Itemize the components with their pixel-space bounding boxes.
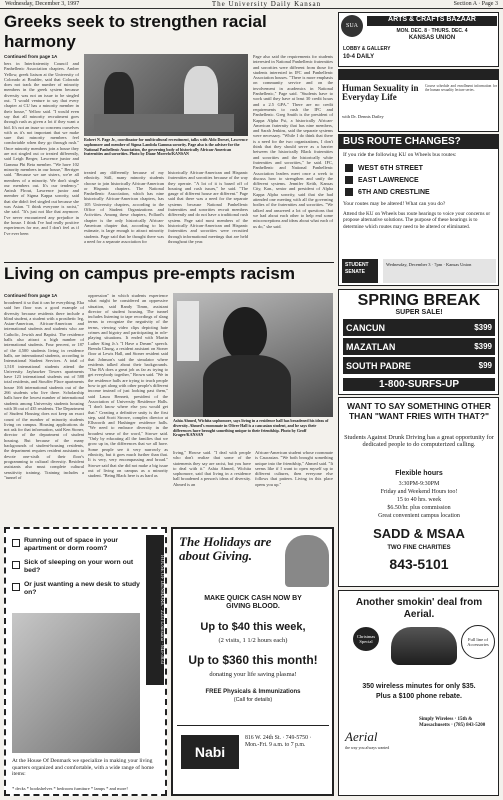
arts-line1: MON. DEC. 8 · THURS. DEC. 4 — [396, 28, 468, 34]
story2-headline: Living on campus pre-empts racism — [4, 264, 295, 283]
sexuality-title: Human Sexuality in Everyday Life — [342, 83, 419, 102]
story2-col2: oppression" in which students experience what might be considered an oppressive situation, said Randy Timm, assistant director of student housing. The tunnel includes listening to tape recordings of slang terms to recognize the negativity of the terms, viewing video clips depicting hate crimes and bigotry and participating in role-playing situations. It ended with Martin Luther King Jr.'s "I Have a Dream" speech. Brenda Chung, a resident assistant on Stoner floor at Lewis Hall, and Stoner resident said that Johnson's said the simulator where residents talked about their backgrounds. "Our RA does a great job as far as trying to get everybody together," Brown said. "We in the residence halls are trying to teach people how to get along with other people's different income instead of just looking past them," said Laura Bennett, president of the Association of University Residence Halls. "I don't know where else you would get that." Creating a definitive unity is the first step, said Scott Strowe, complex director at Ellsworth and Hashinger residence halls. "We need to embrace diversity in the broadest sense of the word," Strowe said. "Only by educating all the families that we grow up in, the differences that we all have. Some people see it very narrowly as ethnicity, but it goes much further than that. It is very, very encompassing and broad." Strowe said that she did not make a big issue out of living on campus as a minority student. "Being Black here is as hard as — [88, 293, 168, 479]
destination-price: $399 — [474, 342, 492, 351]
denmark-body: At the House Of Denmark we specialize in making your living quarters organized and comfortable, with a wide range of home items: — [12, 758, 154, 778]
holidays-free: FREE Physicals & Immunizations — [205, 689, 301, 695]
arts-line4: 10-4 DAILY — [343, 54, 375, 60]
story2-col3: living," Howse said. "I deal with people who don't realize that some of the statements they say are racist, but you have to deal with it." Ashia Ahmed, Wichita sophomore, said that living in a residence hall broadened a person's ideas of diversity. Ahmed is an — [173, 450, 251, 487]
checkbox-icon — [345, 188, 353, 196]
bus-changed: Your routes may be altered! What can you do? — [343, 201, 446, 207]
holidays-make: MAKE QUICK CASH NOW BY GIVING BLOOD. — [204, 595, 302, 610]
paper-name: The University Daily Kansan — [211, 0, 322, 8]
destination-row — [343, 338, 495, 355]
story2-photo — [173, 293, 333, 417]
sua-logo: SUA — [341, 15, 363, 37]
sexuality-banner — [339, 70, 498, 80]
aerial-store: Simply Wireless · 15th & Massachusetts · (785) 843-5200 — [419, 717, 486, 728]
arts-line3: LOBBY & GALLERY — [343, 46, 391, 52]
holidays-donate: donating your life saving plasma! — [209, 671, 297, 678]
arts-line2: KANSAS UNION — [408, 35, 456, 41]
sadd-body: Students Against Drunk Driving has a great opportunity for dedicated people to do computerized calling. — [344, 434, 494, 449]
sadd-phone: 843-5101 — [389, 556, 449, 572]
holidays-call: (Call for details) — [233, 697, 273, 703]
aerial-title: Another smokin' deal from Aerial. — [355, 597, 483, 620]
issue-date: Wednesday, December 3, 1997 — [5, 1, 80, 7]
nabi-logo: Nabi — [181, 735, 239, 769]
destination-name: MAZATLAN — [346, 341, 396, 352]
aerial-rebate: Plus a $100 phone rebate. — [376, 693, 462, 700]
bus-route-label: 6TH AND CRESTLINE — [358, 188, 430, 196]
checkbox-icon — [345, 176, 353, 184]
arts-title: ARTS & CRAFTS BAZAAR — [367, 16, 497, 26]
denmark-item — [12, 537, 140, 553]
story1-photo — [84, 54, 248, 136]
human-sexuality-ad — [338, 69, 499, 132]
destination-row — [343, 319, 495, 336]
sadd-time: Friday and Weekend Hours too! — [380, 489, 458, 495]
sadd-hours: Flexible hours — [395, 470, 443, 477]
spring-destinations — [343, 319, 495, 374]
aerial-brand: Aerial — [345, 729, 378, 744]
story1-col1: bers in Interfraternity Council and Panhellenic Association chapters. Amber Yellow, greek liaison at the University of Colorado at Boulder, said that Colorado does not track the number of minority members in the greek system because diversity was not an issue to be singled out. "I would venture to say that every chapter at CU has a minority member in their house," Yellow said. "I would even say that all minority recruitment goes through rush as given a lot if they want a bid. It's not an issue so concerns ourselves with as it's not important that we make sure that minority members feel comfortable when they go through rush." Once minority members join a house they are not singled out or treated differently, said Leigh Berger, Lawrence junior and Gamma Phi Beta member. "We have 102 minority members in our house," Berriger said. "Because we are sisters, we're all members of a minority. We don't single our members out. It's our tendency." Anissh Flrout, Lawrence junior and member of Sigma Kappa sorority, said that she didn't feel singled out because she was Asian. "I think everyone is racist," she said. "It's just not like that anymore. I've never encountered any prejudice in the house. I think I've had really positive experiences for me, and I don't feel as if I've ever been — [4, 61, 79, 236]
house-of-denmark-ad — [4, 527, 167, 796]
section-page: Section A · Page 3 — [453, 1, 498, 7]
denmark-items — [12, 537, 140, 597]
story2-continued: Continued from page 1A — [4, 293, 58, 298]
accessories-badge: Full line of Accessories — [461, 625, 495, 659]
nabi-plasma-ad — [171, 527, 334, 796]
sexuality-body: Course schedule and enrollment information for the human sexuality lecture series. — [425, 84, 497, 93]
santa-image — [285, 535, 329, 587]
christmas-special-badge: Christmas Special — [353, 627, 379, 651]
divider — [4, 262, 334, 263]
denmark-item-text: Running out of space in your apartment or dorm room? — [24, 537, 119, 552]
story2-caption: Ashia Ahmed, Wichita sophomore, says living in a residence hall has broadened his ideas of diversity. Ahmed's roommate in Oliver Hall is a caucasian student, and he says their differences have brought something unique to their friendship. Photo by Geoff Krager/KANSAN — [173, 419, 329, 438]
sadd-sub: TWO FINE CHARITIES — [387, 545, 451, 551]
sadd-times — [343, 480, 495, 520]
bus-route-label: WEST 6TH STREET — [358, 164, 423, 172]
bus-body: Attend the KU on Wheels bus route hearings to voice your concerns or propose alternative solutions. The purpose of these hearings is to determine which routes may need to be altered or eliminated. — [343, 211, 491, 230]
story1-col3: historically African-American and Hispanic fraternities and sororities because of the way they operate. "A lot of it is based off of housing and rush issues," he said. "The gauge of different house are different." Page said that there was a need for the separate systems because National Panhellenic fraternities and sororities recruit members differently and do not have a traditional rush system. Page said most members of the historically African-American and Hispanic fraternities and sororities were recruited through informational meetings that are held throughout the year. — [168, 170, 248, 244]
checkbox-icon — [345, 164, 353, 172]
turkey-image — [391, 627, 457, 665]
destination-name: CANCUN — [346, 322, 385, 333]
bus-route-item — [345, 186, 495, 198]
bus-route-ad — [338, 134, 499, 286]
sadd-ad — [338, 397, 499, 587]
destination-price: $99 — [478, 361, 492, 370]
bus-route-item — [345, 174, 495, 186]
spring-title: SPRING BREAK — [357, 292, 481, 309]
holidays-amount2: Up to $360 this month! — [188, 653, 318, 667]
denmark-item — [12, 559, 140, 575]
divider — [177, 725, 329, 726]
sexuality-author: with Dr. Dennis Dailey — [342, 114, 384, 119]
story1-continued: Continued from page 1A — [4, 54, 58, 59]
bus-route-item — [345, 162, 495, 174]
student-senate-logo: STUDENT SENATE — [342, 259, 378, 283]
nabi-address: 816 W. 24th St. · 749-5750 · Mon.-Fri. 9 a.m. to 7 p.m. — [245, 735, 312, 748]
sadd-time: Great convenient campus location — [378, 513, 460, 519]
story1-col2: treated any differently because of my ethnicity. Still, many minority students choose to join historically African-American or Hispanic chapters. The National Panhellenic Association, which has nine historically African-American chapters, has 105 University chapters, according to the Office of Student Organizations and Activities. Among these chapters, Pollard's chapter is the only historically African-American chapter that, according to his estimate, is large enough to attract minority students. Page said that he thought there was a need for a separate association for — [84, 170, 164, 244]
denmark-item-text: Or just wanting a new desk to study on? — [24, 581, 140, 596]
denmark-item-text: Sick of sleeping on your worn out bed? — [24, 559, 134, 574]
denmark-address: HOUSE OF DENMARK · 2233 Louisiana · 843-3833 — [146, 535, 164, 685]
bus-route-label: EAST LAWRENCE — [358, 176, 419, 184]
sadd-org: SADD & MSAA — [373, 526, 465, 541]
destination-price: $399 — [474, 323, 492, 332]
spring-break-ad — [338, 289, 499, 395]
destination-row — [343, 357, 495, 374]
spring-sub: SUPER SALE! — [395, 309, 443, 316]
destination-name: SOUTH PADRE — [346, 360, 411, 371]
aerial-plan: 350 wireless minutes for only $35. — [362, 683, 476, 690]
sadd-time: 3:30PM-9:30PM — [398, 481, 440, 487]
bus-title: BUS ROUTE CHANGES? — [339, 135, 498, 149]
story1-caption: Robert N. Page Jr., coordinator for multicultural recruitment, talks with Aldo Dorset, Lawrence sophomore and member of Sigma Lambda Gamma sorority. Page also is the adviser for the National Panhellenic Association, the governing body of historically African-American fraternities and sororities. Photo by Diane Morrelo/KANSAN — [84, 138, 248, 157]
bus-route-list — [345, 162, 495, 198]
spring-phone: 1-800-SURFS-UP — [343, 378, 495, 391]
story2-col1: broadened it so that it can be everything. Eka said her floor was a good example of diversity because residents there include a blind student, a student with a prosthetic leg, Asian-American, African-American and international students and students who are Catholic, Jewish and Baptist. The residence halls also attract a high number of international students. Four percent, or 187 of the 4,500 students living in residence halls, are international students, according to International Student Services. A total of 1,518 international students attend the University. Jayhawker Towers apartments have 123 international students out of 588 total residents, and Stouffer Place apartments house 166 international students out of the 266 students who live there. Scholarship halls have the lowest number of international students among University students housing with 36 out of 435 residents. The Department of Student Housing does not keep an exact count of the number of minority students living on campus. Housing applications do not ask for that information, said Ken Stoner, director of the department of student housing. But because of the many backgrounds of student-housing residents, the department requires resident assistants to devote one-sixth of their floor's programming to cultural diversity. Resident assistants also must complete cultural sensitivity training. Training includes a "tunnel of — [4, 300, 84, 480]
bus-hearing: Wednesday, December 3 · 7pm · Kansas Union — [383, 259, 496, 283]
holidays-amount1: Up to $40 this week, — [200, 621, 306, 633]
holidays-title: The Holidays are about Giving. — [179, 534, 272, 563]
arts-bazaar-ad — [338, 12, 499, 67]
story1-headline: Greeks seek to strengthen racial harmony — [4, 12, 267, 51]
sadd-time: 15 to 40 hrs. week — [396, 497, 442, 503]
aerial-tagline: the way you always wanted — [345, 745, 390, 750]
bus-intro: If you ride the following KU on Wheels bus routes: — [343, 152, 457, 158]
masthead — [0, 0, 503, 9]
sadd-time: $6.50/hr. plus commission — [387, 505, 451, 511]
denmark-item — [12, 581, 140, 597]
furniture-image — [12, 613, 140, 753]
checkbox-icon — [12, 583, 20, 591]
denmark-footer: * decks * bookshelves * bedroom furniture * lamps * and more! — [12, 786, 128, 791]
checkbox-icon — [12, 561, 20, 569]
holidays-visits: (2 visits, 1 1/2 hours each) — [218, 637, 288, 644]
checkbox-icon — [12, 539, 20, 547]
story1-col4: Page also said the requirements for students interested in National Panhellenic fraternities and sororities were different from those for students interested in IFC and Panhellenic Association houses. "There is more emphasis on community service and on the involvement in academics in National Panhellenic," Page said. "Students have to work until they have at least 30 credit hours and a 2.5 GPA." There are no credit requirements to rush the IFC and Panhellenic. Greg Smith is the president of Kappa Alpha Psi, a historically African-American fraternity that has nine members, and Sarah Jenkins, said the separate systems were necessary. "While I do think that there is a need for the two organizations, I don't think that they should serve as a barrier between the historically Black fraternities and sororities and the historically white fraternities and sororities," he said. IFC, Panhellenic and National Panhellenic Association leaders meet once a week to discuss how to strengthen and unify the different systems. Jennifer Keith, Kansas City, Kan., senior and president of Alpha Kappa Alpha sorority, said that she had attended one meeting with all the governing bodies of the fraternities and sororities. "We talked and answered a lot of questions that we had about each other to help end some misconceptions and ideas about what each of us do," she said. — [253, 54, 333, 229]
story2-col4: African-American student whose roommate is Caucasian. "We both brought something unique into the friendship," Ahmed said. "It seems like if I want to open myself up to different cultures, then everyone else follows that pattern. Living in this place opens you up." — [255, 450, 333, 487]
aerial-ad — [338, 590, 499, 796]
sadd-title: WANT TO SAY SOMETHING OTHER THAN "WANT FRIES WITH THAT?" — [347, 401, 491, 421]
